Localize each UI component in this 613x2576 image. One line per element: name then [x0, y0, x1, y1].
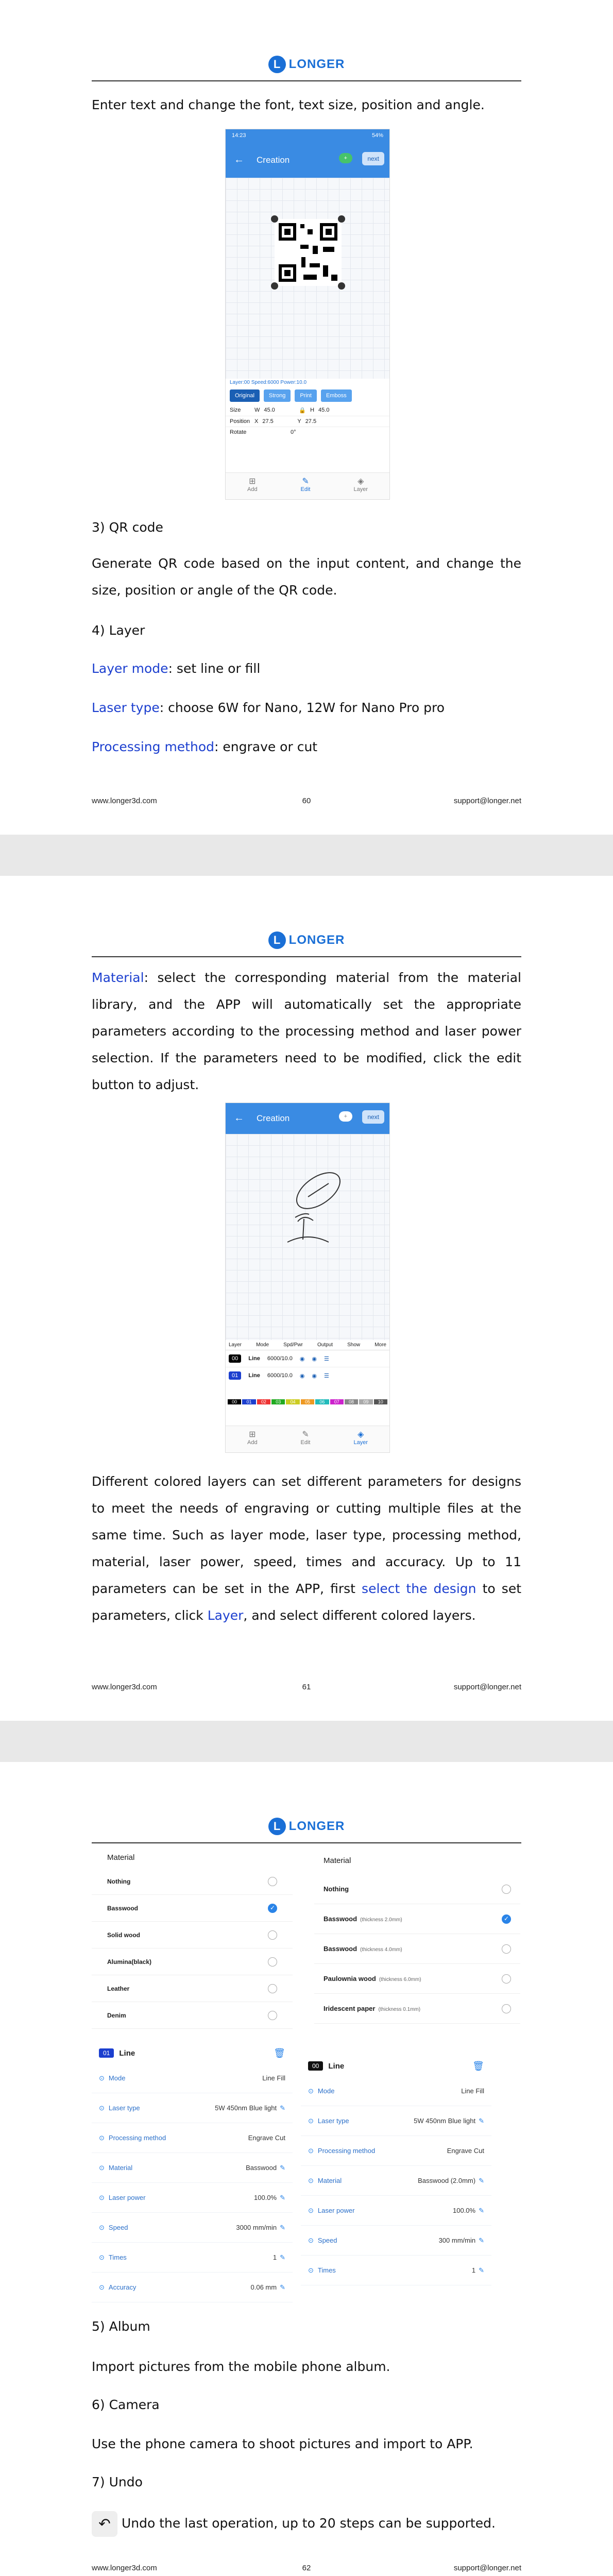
- layer-color-02[interactable]: 02: [257, 1399, 270, 1404]
- radio-icon[interactable]: [502, 1974, 511, 1984]
- footer: www.longer3d.com 62 support@longer.net: [92, 2564, 521, 2572]
- add-toggle[interactable]: +: [339, 153, 352, 163]
- page-60: [0, 0, 613, 835]
- layer-table-header: Layer Mode Spd/Pwr Output Show More: [226, 1340, 389, 1350]
- tab-layer[interactable]: ◈ Layer: [353, 477, 368, 493]
- trash-icon[interactable]: 🗑: [274, 2047, 285, 2058]
- radio-icon[interactable]: [502, 1914, 511, 1924]
- edit-icon[interactable]: ✎: [479, 2236, 484, 2244]
- trash-icon[interactable]: 🗑: [472, 2060, 484, 2071]
- header-rule: [92, 956, 521, 957]
- laser-type-text: Laser type: choose 6W for Nano, 12W for Nano Pro pro: [92, 700, 445, 715]
- radio-icon[interactable]: [268, 1984, 277, 1993]
- radio-icon[interactable]: [502, 2004, 511, 2013]
- canvas-area[interactable]: [226, 1134, 389, 1340]
- line-settings-left: [92, 2043, 293, 2302]
- layer-header: 01 Line 🗑: [92, 2043, 293, 2063]
- material-option[interactable]: Basswood ✓: [92, 1895, 293, 1922]
- layer-color-00[interactable]: 00: [228, 1399, 241, 1404]
- setting-row[interactable]: ⊙ Laser type 5W 450nm Blue light ✎: [92, 2093, 293, 2123]
- material-list-left: Material Nothing Basswood ✓ Solid wood Alumina(black) Leather Denim: [92, 1847, 293, 2029]
- setting-row[interactable]: ⊙ Times 1 ✎: [301, 2256, 491, 2285]
- page-62: [0, 1762, 613, 2576]
- longer-logo-icon: L: [268, 1818, 286, 1835]
- original-button[interactable]: Original: [230, 389, 260, 402]
- edit-icon[interactable]: ✎: [280, 2104, 285, 2112]
- material-option[interactable]: Nothing: [92, 1868, 293, 1895]
- setting-icon: ⊙: [308, 2266, 314, 2274]
- setting-row[interactable]: ⊙ Speed 3000 mm/min ✎: [92, 2213, 293, 2243]
- color-palette: [226, 1384, 389, 1408]
- longer-logo-icon: L: [268, 931, 286, 949]
- brand-logo: L LONGER: [0, 931, 613, 952]
- processing-method-text: Processing method: engrave or cut: [92, 739, 318, 754]
- edit-icon[interactable]: ✎: [280, 2223, 285, 2231]
- setting-icon: ⊙: [99, 2163, 105, 2172]
- layer-color-10[interactable]: 10: [374, 1399, 387, 1404]
- app-header: [226, 1103, 389, 1134]
- size-row: Size W 45.0 🔒 H 45.0: [226, 405, 389, 416]
- setting-row[interactable]: ⊙ Accuracy 0.06 mm ✎: [92, 2273, 293, 2302]
- emboss-button[interactable]: Emboss: [321, 389, 352, 402]
- next-button[interactable]: next: [362, 152, 384, 165]
- section-6-heading: 6) Camera: [92, 2397, 160, 2412]
- setting-row[interactable]: ⊙ Times 1 ✎: [92, 2243, 293, 2273]
- lock-icon[interactable]: 🔒: [299, 408, 306, 414]
- material-option[interactable]: Basswood (thickness 4.0mm): [314, 1934, 520, 1964]
- x-field[interactable]: 27.5: [262, 418, 274, 425]
- tab-layer[interactable]: ◈ Layer: [353, 1430, 368, 1446]
- layer-row[interactable]: 01 Line 6000/10.0 ◉ ◉ ☰: [226, 1367, 389, 1384]
- edit-icon[interactable]: ✎: [280, 2283, 285, 2291]
- output-toggle-icon[interactable]: ◉: [299, 1355, 305, 1362]
- setting-icon: ⊙: [99, 2133, 105, 2142]
- edit-icon[interactable]: ✎: [280, 2193, 285, 2201]
- output-toggle-icon[interactable]: ◉: [299, 1372, 305, 1379]
- next-button[interactable]: next: [362, 1110, 384, 1124]
- width-field[interactable]: 45.0: [264, 407, 275, 413]
- pencil-icon: ✎: [302, 1430, 309, 1439]
- layer-color-09[interactable]: 09: [359, 1399, 372, 1404]
- section-4-heading: 4) Layer: [92, 623, 145, 638]
- edit-icon[interactable]: ✎: [280, 2253, 285, 2261]
- setting-icon: ⊙: [99, 2223, 105, 2231]
- layer-header: 00 Line 🗑: [301, 2056, 491, 2076]
- material-option[interactable]: Leather: [92, 1975, 293, 2002]
- footer: www.longer3d.com 61 support@longer.net: [92, 1683, 521, 1691]
- radio-icon[interactable]: [268, 1957, 277, 1967]
- setting-row[interactable]: ⊙ Mode Line Fill: [301, 2076, 491, 2106]
- back-icon[interactable]: ←: [234, 1112, 244, 1124]
- section-7-body: ↶ Undo the last operation, up to 20 steps can be supported.: [92, 2510, 521, 2537]
- header-rule: [92, 1842, 521, 1843]
- layer-mode-text: Layer mode: set line or fill: [92, 661, 261, 676]
- setting-row[interactable]: ⊙ Laser power 100.0% ✎: [92, 2183, 293, 2213]
- tab-edit[interactable]: ✎ Edit: [300, 477, 311, 493]
- setting-icon: ⊙: [99, 2104, 105, 2112]
- section-6-body: Use the phone camera to shoot pictures and import to APP.: [92, 2436, 473, 2451]
- radio-icon[interactable]: [268, 1877, 277, 1886]
- setting-icon: ⊙: [308, 2116, 314, 2125]
- brand-logo: L LONGER: [0, 56, 613, 76]
- y-field[interactable]: 27.5: [305, 418, 317, 425]
- tab-edit[interactable]: ✎ Edit: [300, 1430, 311, 1446]
- layer-color-04[interactable]: 04: [286, 1399, 299, 1404]
- height-field[interactable]: 45.0: [318, 407, 330, 413]
- layers-paragraph: Different colored layers can set different parameters for designs to meet the needs of engraving or cutting multiple files at the same time. Such as layer mode, laser type, processing method, material, laser power, speed, times and accuracy. Up to 11 parameters can be set in the APP, first select the design to set parameters, click Layer, and select different colored layers.: [92, 1474, 522, 1623]
- position-row: Position X 27.5 Y 27.5: [226, 416, 389, 427]
- material-option[interactable]: Basswood (thickness 2.0mm) ✓: [314, 1904, 520, 1934]
- qr-code-design[interactable]: [269, 214, 347, 291]
- longer-logo-icon: L: [268, 56, 286, 73]
- layer-color-08[interactable]: 08: [345, 1399, 358, 1404]
- layer-info: Layer:00 Speed:6000 Power:10.0: [230, 380, 306, 385]
- back-icon[interactable]: ←: [234, 154, 244, 165]
- setting-icon: ⊙: [99, 2253, 105, 2261]
- screen-title: Creation: [257, 1113, 290, 1123]
- section-3-heading: 3) QR code: [92, 520, 163, 535]
- phone-screenshot-layer: [225, 1103, 390, 1453]
- screen-title: Creation: [257, 155, 290, 165]
- layer-color-07[interactable]: 07: [330, 1399, 344, 1404]
- material-option[interactable]: Iridescent paper (thickness 0.1mm): [314, 1994, 520, 2024]
- material-option[interactable]: Denim: [92, 2002, 293, 2029]
- section-5-heading: 5) Album: [92, 2319, 150, 2334]
- material-list-right: Material Nothing Basswood (thickness 2.0mm) ✓ Basswood (thickness 4.0mm) Paulownia wood (thickness 6.0mm) Iridescent paper (thickness 0.1mm): [314, 1847, 520, 2024]
- setting-row[interactable]: ⊙ Processing method Engrave Cut: [92, 2123, 293, 2153]
- layer-color-03[interactable]: 03: [271, 1399, 285, 1404]
- setting-icon: ⊙: [308, 2176, 314, 2184]
- setting-row[interactable]: ⊙ Laser type 5W 450nm Blue light ✎: [301, 2106, 491, 2136]
- layer-row[interactable]: 00 Line 6000/10.0 ◉ ◉ ☰: [226, 1350, 389, 1367]
- setting-row[interactable]: ⊙ Processing method Engrave Cut: [301, 2136, 491, 2166]
- add-icon: ⊞: [249, 1430, 256, 1439]
- bottom-tabs: [226, 472, 389, 499]
- add-icon: ⊞: [249, 477, 256, 486]
- radio-icon[interactable]: [502, 1944, 511, 1954]
- layer-color-01[interactable]: 01: [242, 1399, 256, 1404]
- section-3-body: Generate QR code based on the input content, and change the size, position or angle of the QR code.: [92, 556, 521, 598]
- edit-icon[interactable]: ✎: [479, 2206, 484, 2214]
- radio-icon[interactable]: [268, 2011, 277, 2020]
- page-61: [0, 876, 613, 1721]
- intro-text: Enter text and change the font, text size, position and angle.: [92, 97, 485, 112]
- layer-color-05[interactable]: 05: [301, 1399, 314, 1404]
- bottom-tabs: [226, 1426, 389, 1452]
- edit-icon[interactable]: ✎: [479, 2116, 484, 2125]
- edit-icon[interactable]: ✎: [479, 2176, 484, 2184]
- football-palm-design[interactable]: [267, 1165, 349, 1258]
- tab-add[interactable]: ⊞ Add: [247, 477, 258, 493]
- line-settings-right: [301, 2056, 491, 2285]
- setting-row[interactable]: ⊙ Mode Line Fill: [92, 2063, 293, 2093]
- setting-icon: ⊙: [308, 2206, 314, 2214]
- canvas-area[interactable]: [226, 178, 389, 379]
- rotate-row: Rotate 0°: [230, 429, 296, 435]
- material-option[interactable]: Paulownia wood (thickness 6.0mm): [314, 1964, 520, 1994]
- setting-icon: ⊙: [99, 2283, 105, 2291]
- layers-icon: ◈: [357, 477, 364, 486]
- edit-icon[interactable]: ✎: [479, 2266, 484, 2274]
- section-7-heading: 7) Undo: [92, 2475, 143, 2489]
- setting-row[interactable]: ⊙ Material Basswood (2.0mm) ✎: [301, 2166, 491, 2196]
- material-option[interactable]: Nothing: [314, 1874, 520, 1904]
- more-icon[interactable]: ☰: [324, 1355, 329, 1362]
- phone-screenshot-edit: [225, 129, 390, 500]
- section-5-body: Import pictures from the mobile phone album.: [92, 2359, 390, 2374]
- radio-icon[interactable]: [268, 1930, 277, 1940]
- undo-icon: ↶: [92, 2511, 117, 2537]
- layer-color-06[interactable]: 06: [315, 1399, 329, 1404]
- setting-row[interactable]: ⊙ Material Basswood ✎: [92, 2153, 293, 2183]
- pencil-icon: ✎: [302, 477, 309, 486]
- layers-icon: ◈: [357, 1430, 364, 1439]
- header-rule: [92, 80, 521, 81]
- material-paragraph: Material: select the corresponding material from the material library, and the APP will automatically set the appropriate parameters according to the processing method and laser power selection. If the parameters need to be modified, click the edit button to adjust.: [92, 970, 521, 1092]
- material-option[interactable]: Solid wood: [92, 1922, 293, 1948]
- setting-icon: ⊙: [99, 2193, 105, 2201]
- radio-icon[interactable]: [502, 1885, 511, 1894]
- style-buttons: [226, 386, 389, 405]
- show-toggle-icon[interactable]: ◉: [312, 1372, 317, 1379]
- radio-icon[interactable]: [268, 1904, 277, 1913]
- add-toggle[interactable]: +: [339, 1111, 352, 1122]
- setting-row[interactable]: ⊙ Speed 300 mm/min ✎: [301, 2226, 491, 2256]
- print-button[interactable]: Print: [295, 389, 317, 402]
- setting-icon: ⊙: [99, 2074, 105, 2082]
- setting-row[interactable]: ⊙ Laser power 100.0% ✎: [301, 2196, 491, 2226]
- more-icon[interactable]: ☰: [324, 1372, 329, 1379]
- tab-add[interactable]: ⊞ Add: [247, 1430, 258, 1446]
- show-toggle-icon[interactable]: ◉: [312, 1355, 317, 1362]
- footer: www.longer3d.com 60 support@longer.net: [92, 796, 521, 805]
- edit-icon[interactable]: ✎: [280, 2163, 285, 2172]
- app-header: 14:23 54% ← Creation + next: [226, 129, 389, 178]
- brand-logo: L LONGER: [0, 1818, 613, 1838]
- material-option[interactable]: Alumina(black): [92, 1948, 293, 1975]
- strong-button[interactable]: Strong: [264, 389, 291, 402]
- setting-icon: ⊙: [308, 2146, 314, 2155]
- rotate-field[interactable]: 0°: [291, 429, 296, 435]
- setting-icon: ⊙: [308, 2236, 314, 2244]
- setting-icon: ⊙: [308, 2087, 314, 2095]
